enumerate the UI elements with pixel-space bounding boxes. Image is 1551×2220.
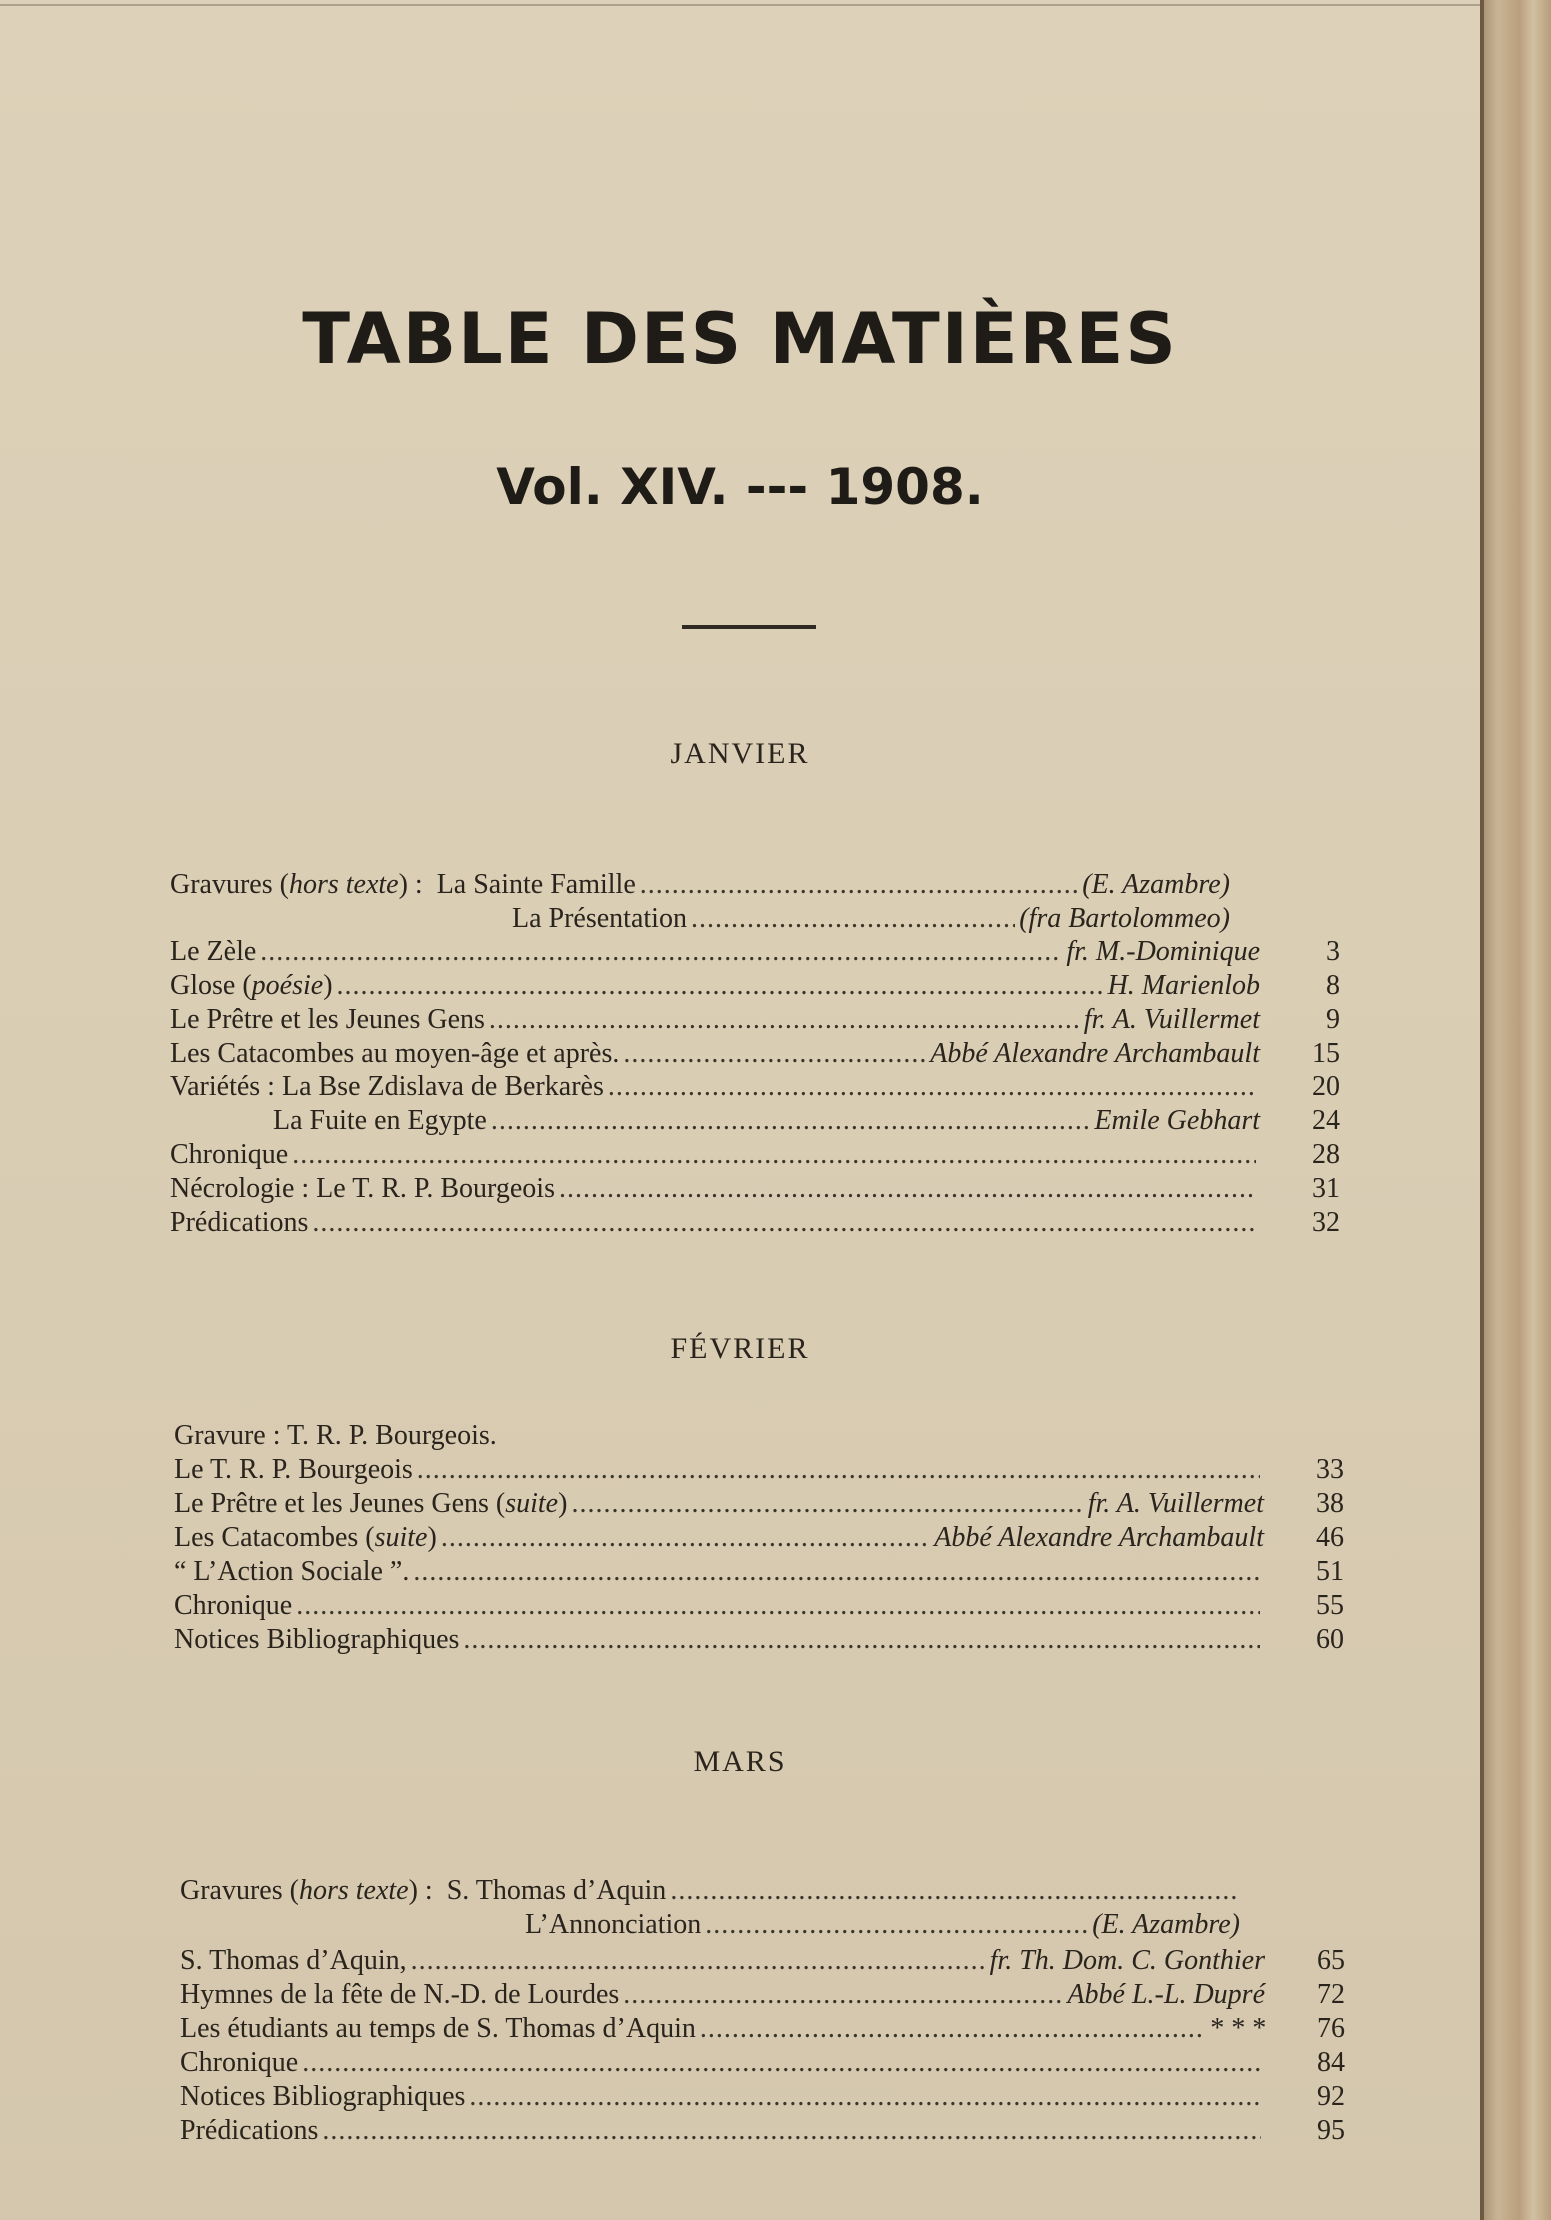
gravures-row [180, 1874, 1240, 1908]
month-heading-fevrier: FÉVRIER [670, 1332, 810, 1365]
entry-title: Variétés : La Bse Zdislava de Berkarès [170, 1071, 604, 1102]
entry-page: 28 [1312, 1139, 1340, 1170]
entry-title: Le Zèle [170, 936, 257, 967]
toc-entry [180, 2080, 1345, 2114]
entry-page: 33 [1316, 1454, 1344, 1485]
entry-author: fr. M.-Dominique [1066, 936, 1260, 967]
dot-leader [296, 1589, 1260, 1623]
entry-title: L’Annonciation [525, 1909, 702, 1940]
entry-author: fr. A. Vuillermet [1087, 1488, 1264, 1519]
entry-page: 20 [1312, 1071, 1340, 1102]
dot-leader [292, 1138, 1256, 1172]
toc-entry [174, 1623, 1344, 1657]
entry-author: Emile Gebhart [1094, 1105, 1260, 1136]
entry-title: Le Prêtre et les Jeunes Gens [170, 1004, 485, 1035]
gravures-row [525, 1908, 1240, 1942]
entry-title: La Fuite en Egypte [273, 1105, 487, 1136]
dot-leader [623, 1037, 926, 1071]
toc-entry [180, 1978, 1345, 2012]
dot-leader [469, 2080, 1261, 2114]
dot-leader [491, 1104, 1091, 1138]
entry-author: * * * [1209, 2013, 1265, 2044]
entry-title: Chronique [180, 2047, 299, 2078]
entry-page: 55 [1316, 1590, 1344, 1621]
entry-page: 92 [1317, 2081, 1345, 2112]
toc-entry [174, 1589, 1344, 1623]
toc-entry [170, 1138, 1340, 1172]
dot-leader [413, 1555, 1260, 1589]
entry-title: “ L’Action Sociale ”. [174, 1556, 410, 1587]
entry-title: Les Catacombes au moyen-âge et après. [170, 1038, 620, 1069]
entry-page: 46 [1316, 1522, 1344, 1553]
entry-page: 31 [1312, 1173, 1340, 1204]
entry-author: fr. Th. Dom. C. Gonthier [989, 1945, 1265, 1976]
dot-leader [623, 1978, 1063, 2012]
dot-leader [705, 1908, 1088, 1942]
dot-leader [441, 1521, 930, 1555]
top-rule [0, 4, 1480, 6]
entry-page: 9 [1326, 1004, 1340, 1035]
entry-page: 84 [1317, 2047, 1345, 2078]
toc-entry [174, 1555, 1344, 1589]
page-title: TABLE DES MATIÈRES [302, 298, 1178, 380]
gravures-row [512, 902, 1230, 936]
entry-author: Abbé L.-L. Dupré [1067, 1979, 1265, 2010]
toc-entry [170, 969, 1340, 1003]
entry-title: Notices Bibliographiques [180, 2081, 466, 2112]
dot-leader [489, 1003, 1080, 1037]
toc-entry [170, 1206, 1340, 1240]
toc-entry [170, 935, 1340, 969]
book-edge [1480, 0, 1551, 2220]
entry-page: 32 [1312, 1207, 1340, 1238]
entry-title: Prédications [170, 1207, 309, 1238]
month-heading-janvier: JANVIER [670, 737, 810, 770]
dot-leader [322, 2114, 1261, 2148]
entry-page: 65 [1317, 1945, 1345, 1976]
entry-title: Gravure : T. R. P. Bourgeois. [174, 1420, 497, 1451]
page-fold [1480, 0, 1484, 2220]
divider [682, 625, 816, 629]
entry-page: 15 [1312, 1038, 1340, 1069]
toc-entry [174, 1521, 1344, 1555]
entry-page: 38 [1316, 1488, 1344, 1519]
dot-leader [337, 969, 1104, 1003]
toc-entry [170, 1070, 1340, 1104]
entry-author: Abbé Alexandre Archambault [934, 1522, 1264, 1553]
dot-leader [700, 2012, 1205, 2046]
entry-title: Chronique [174, 1590, 293, 1621]
toc-entry [174, 1487, 1344, 1521]
entry-author: H. Marienlob [1107, 970, 1260, 1001]
toc-entry [273, 1104, 1340, 1138]
dot-leader [640, 868, 1078, 902]
entry-title: S. Thomas d’Aquin, [180, 1945, 407, 1976]
toc-entry [170, 1003, 1340, 1037]
dot-leader [571, 1487, 1083, 1521]
entry-title: Notices Bibliographiques [174, 1624, 460, 1655]
gravures-label: Gravures (hors texte) : S. Thomas d’Aquin [180, 1875, 667, 1906]
dot-leader [691, 902, 1015, 936]
toc-entry [174, 1453, 1344, 1487]
entry-title: Le Prêtre et les Jeunes Gens (suite) [174, 1488, 568, 1519]
entry-title: Les Catacombes (suite) [174, 1522, 437, 1553]
dot-leader [260, 935, 1062, 969]
dot-leader [463, 1623, 1260, 1657]
entry-title: Les étudiants au temps de S. Thomas d’Aquin [180, 2013, 696, 2044]
dot-leader [608, 1070, 1256, 1104]
dot-leader [411, 1944, 986, 1978]
month-heading-mars: MARS [693, 1745, 787, 1778]
entry-page: 95 [1317, 2115, 1345, 2146]
entry-title: La Présentation [512, 903, 687, 934]
entry-page: 51 [1316, 1556, 1344, 1587]
entry-title: Glose (poésie) [170, 970, 333, 1001]
volume-subtitle: Vol. XIV. --- 1908. [496, 458, 984, 516]
toc-entry [180, 2114, 1345, 2148]
entry-author: Abbé Alexandre Archambault [930, 1038, 1260, 1069]
toc-entry [180, 1944, 1345, 1978]
entry-page: 8 [1326, 970, 1340, 1001]
gravure-row [174, 1419, 1344, 1453]
dot-leader [417, 1453, 1260, 1487]
toc-entry [180, 2012, 1345, 2046]
entry-author: (E. Azambre) [1092, 1909, 1240, 1940]
entry-title: Le T. R. P. Bourgeois [174, 1454, 413, 1485]
toc-entry [170, 1172, 1340, 1206]
entry-title: Hymnes de la fête de N.-D. de Lourdes [180, 1979, 620, 2010]
entry-title: Chronique [170, 1139, 289, 1170]
toc-entry [180, 2046, 1345, 2080]
entry-page: 72 [1317, 1979, 1345, 2010]
entry-title: Prédications [180, 2115, 319, 2146]
gravures-label: Gravures (hors texte) : La Sainte Famille [170, 869, 636, 900]
entry-author: (fra Bartolommeo) [1019, 903, 1230, 934]
entry-author: (E. Azambre) [1082, 869, 1230, 900]
entry-title: Nécrologie : Le T. R. P. Bourgeois [170, 1173, 555, 1204]
dot-leader [302, 2046, 1261, 2080]
entry-page: 76 [1317, 2013, 1345, 2044]
dot-leader [670, 1874, 1236, 1908]
dot-leader [559, 1172, 1256, 1206]
entry-page: 60 [1316, 1624, 1344, 1655]
entry-author: fr. A. Vuillermet [1083, 1004, 1260, 1035]
dot-leader [312, 1206, 1256, 1240]
toc-entry [170, 1037, 1340, 1071]
gravures-row [170, 868, 1230, 902]
entry-page: 3 [1326, 936, 1340, 967]
entry-page: 24 [1312, 1105, 1340, 1136]
